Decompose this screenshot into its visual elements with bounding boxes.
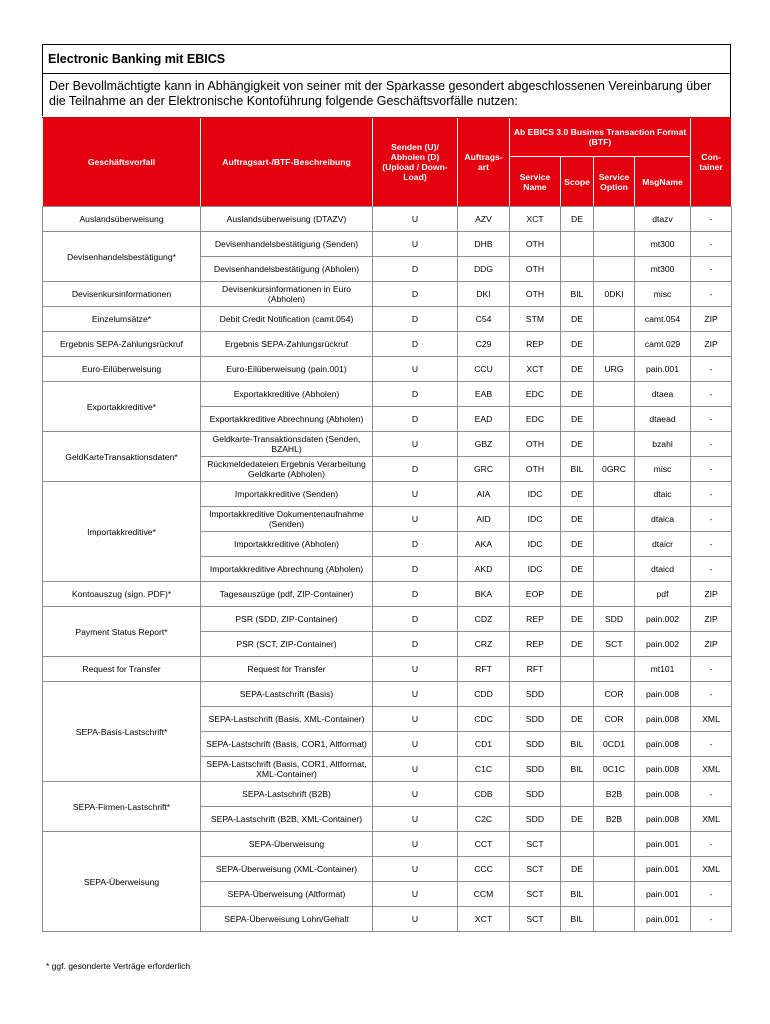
cell-scope: DE [561, 807, 594, 832]
intro-text: Der Bevollmächtigte kann in Abhängigkeit von seiner mit der Sparkasse gesondert abgeschlossenen Vereinbarung über die Teilnahme an der Elektronische Kontoführung folgende Geschäftsvorfälle nutzen: [49, 79, 712, 108]
cell-upload-download: D [373, 557, 458, 582]
cell-description: Tagesauszüge (pdf, ZIP-Container) [201, 582, 373, 607]
cell-description: SEPA-Lastschrift (B2B) [201, 782, 373, 807]
cell-auftragsart: CRZ [458, 632, 510, 657]
cell-service-option [594, 382, 635, 407]
cell-geschaeftsvorfall: Importakkreditive* [43, 482, 201, 582]
cell-scope: DE [561, 332, 594, 357]
cell-description: Debit Credit Notification (camt.054) [201, 307, 373, 332]
header-auftragsart: Auftrags-art [458, 117, 510, 207]
cell-service-option [594, 907, 635, 932]
cell-auftragsart: CDD [458, 682, 510, 707]
cell-container: - [691, 357, 732, 382]
cell-container: - [691, 732, 732, 757]
cell-upload-download: D [373, 332, 458, 357]
cell-upload-download: D [373, 457, 458, 482]
cell-upload-download: U [373, 657, 458, 682]
cell-container: ZIP [691, 582, 732, 607]
cell-geschaeftsvorfall: SEPA-Überweisung [43, 832, 201, 932]
cell-description: Devisenhandelsbestätigung (Senden) [201, 232, 373, 257]
cell-service-name: REP [510, 607, 561, 632]
cell-service-option [594, 832, 635, 857]
footnote: * ggf. gesonderte Verträge erforderlich [46, 961, 191, 971]
page-title: Electronic Banking mit EBICS [43, 45, 730, 74]
cell-auftragsart: EAD [458, 407, 510, 432]
cell-container: - [691, 407, 732, 432]
cell-geschaeftsvorfall: Euro-Eilüberweisung [43, 357, 201, 382]
cell-msg-name: dtaead [635, 407, 691, 432]
cell-service-option [594, 332, 635, 357]
cell-msg-name: bzahl [635, 432, 691, 457]
cell-auftragsart: DKI [458, 282, 510, 307]
cell-description: SEPA-Lastschrift (Basis, COR1, Altformat) [201, 732, 373, 757]
cell-service-name: OTH [510, 232, 561, 257]
table-row [43, 832, 732, 857]
cell-msg-name: camt.054 [635, 307, 691, 332]
cell-scope [561, 682, 594, 707]
cell-service-option [594, 482, 635, 507]
cell-service-name: SCT [510, 882, 561, 907]
cell-description: Euro-Eilüberweisung (pain.001) [201, 357, 373, 382]
cell-service-option [594, 307, 635, 332]
cell-auftragsart: GRC [458, 457, 510, 482]
cell-description: Exportakkreditive (Abholen) [201, 382, 373, 407]
cell-description: Importakkreditive (Abholen) [201, 532, 373, 557]
cell-service-option [594, 532, 635, 557]
cell-msg-name: pdf [635, 582, 691, 607]
cell-auftragsart: AKA [458, 532, 510, 557]
cell-service-name: SDD [510, 682, 561, 707]
cell-msg-name: dtazv [635, 207, 691, 232]
cell-upload-download: D [373, 532, 458, 557]
cell-scope: DE [561, 707, 594, 732]
cell-auftragsart: CD1 [458, 732, 510, 757]
cell-service-name: SDD [510, 782, 561, 807]
cell-description: SEPA-Lastschrift (B2B, XML-Container) [201, 807, 373, 832]
cell-scope [561, 657, 594, 682]
cell-description: Devisenhandelsbestätigung (Abholen) [201, 257, 373, 282]
cell-auftragsart: AKD [458, 557, 510, 582]
cell-description: SEPA-Überweisung [201, 832, 373, 857]
cell-description: Exportakkreditive Abrechnung (Abholen) [201, 407, 373, 432]
cell-msg-name: pain.008 [635, 757, 691, 782]
header-btf-group: Ab EBICS 3.0 Busines Transaction Format (BTF) [510, 117, 691, 157]
cell-auftragsart: BKA [458, 582, 510, 607]
cell-geschaeftsvorfall: SEPA-Basis-Lastschrift* [43, 682, 201, 782]
cell-msg-name: dtaea [635, 382, 691, 407]
cell-auftragsart: CDZ [458, 607, 510, 632]
cell-container: - [691, 432, 732, 457]
cell-service-option [594, 882, 635, 907]
cell-geschaeftsvorfall: Payment Status Report* [43, 607, 201, 657]
cell-geschaeftsvorfall: Exportakkreditive* [43, 382, 201, 432]
cell-description: SEPA-Lastschrift (Basis, COR1, Altformat, XML-Container) [201, 757, 373, 782]
cell-description: Ergebnis SEPA-Zahlungsrückruf [201, 332, 373, 357]
cell-upload-download: U [373, 757, 458, 782]
cell-description: Importakkreditive (Senden) [201, 482, 373, 507]
cell-geschaeftsvorfall: Devisenhandelsbestätigung* [43, 232, 201, 282]
cell-auftragsart: CCU [458, 357, 510, 382]
cell-container: - [691, 482, 732, 507]
cell-auftragsart: C2C [458, 807, 510, 832]
cell-description: Devisenkursinformationen in Euro (Abholen) [201, 282, 373, 307]
table-row [43, 282, 732, 307]
table-row [43, 382, 732, 407]
cell-upload-download: U [373, 907, 458, 932]
cell-service-option [594, 857, 635, 882]
cell-upload-download: D [373, 257, 458, 282]
cell-container: - [691, 907, 732, 932]
cell-msg-name: pain.001 [635, 857, 691, 882]
header-geschaeftsvorfall: Geschäftsvorfall [43, 117, 201, 207]
cell-auftragsart: RFT [458, 657, 510, 682]
cell-upload-download: D [373, 307, 458, 332]
cell-container: XML [691, 757, 732, 782]
header-scope: Scope [561, 157, 594, 207]
cell-upload-download: U [373, 232, 458, 257]
table-body [43, 207, 732, 932]
cell-auftragsart: AID [458, 507, 510, 532]
cell-service-name: REP [510, 332, 561, 357]
cell-upload-download: D [373, 582, 458, 607]
cell-description: PSR (SDD, ZIP-Container) [201, 607, 373, 632]
cell-service-option: COR [594, 707, 635, 732]
cell-msg-name: pain.002 [635, 632, 691, 657]
cell-container: XML [691, 857, 732, 882]
cell-upload-download: U [373, 482, 458, 507]
cell-service-option [594, 582, 635, 607]
cell-service-option [594, 657, 635, 682]
cell-scope: DE [561, 382, 594, 407]
header-msg-name: MsgName [635, 157, 691, 207]
cell-description: SEPA-Überweisung (Altformat) [201, 882, 373, 907]
cell-service-name: OTH [510, 432, 561, 457]
cell-upload-download: U [373, 207, 458, 232]
cell-scope: DE [561, 482, 594, 507]
cell-description: PSR (SCT, ZIP-Container) [201, 632, 373, 657]
cell-service-name: SCT [510, 832, 561, 857]
cell-service-name: OTH [510, 282, 561, 307]
table-row [43, 582, 732, 607]
cell-scope: BIL [561, 457, 594, 482]
cell-service-name: XCT [510, 207, 561, 232]
cell-service-name: OTH [510, 257, 561, 282]
cell-geschaeftsvorfall: Kontoauszug (sign. PDF)* [43, 582, 201, 607]
cell-scope: DE [561, 507, 594, 532]
cell-auftragsart: AZV [458, 207, 510, 232]
cell-upload-download: U [373, 732, 458, 757]
cell-description: SEPA-Lastschrift (Basis) [201, 682, 373, 707]
cell-description: Importakkreditive Dokumentenaufnahme (Senden) [201, 507, 373, 532]
cell-scope: BIL [561, 882, 594, 907]
cell-container: XML [691, 707, 732, 732]
cell-msg-name: pain.001 [635, 882, 691, 907]
cell-service-option [594, 407, 635, 432]
cell-service-name: EDC [510, 407, 561, 432]
cell-upload-download: U [373, 882, 458, 907]
cell-geschaeftsvorfall: Auslandsüberweisung [43, 207, 201, 232]
cell-scope [561, 232, 594, 257]
header-senden-abholen: Senden (U)/ Abholen (D) (Upload / Down-Load) [373, 117, 458, 207]
cell-scope: BIL [561, 757, 594, 782]
cell-description: SEPA-Überweisung Lohn/Gehalt [201, 907, 373, 932]
cell-container: - [691, 532, 732, 557]
cell-service-option: B2B [594, 782, 635, 807]
cell-scope: BIL [561, 732, 594, 757]
table-row [43, 232, 732, 257]
cell-service-option: SDD [594, 607, 635, 632]
table-row [43, 357, 732, 382]
cell-upload-download: D [373, 382, 458, 407]
header-beschreibung: Auftragsart-/BTF-Beschreibung [201, 117, 373, 207]
cell-upload-download: U [373, 707, 458, 732]
cell-service-option: 0CD1 [594, 732, 635, 757]
cell-auftragsart: DHB [458, 232, 510, 257]
cell-msg-name: pain.001 [635, 832, 691, 857]
cell-description: Request for Transfer [201, 657, 373, 682]
cell-msg-name: pain.001 [635, 357, 691, 382]
cell-service-name: IDC [510, 557, 561, 582]
cell-scope [561, 782, 594, 807]
cell-auftragsart: GBZ [458, 432, 510, 457]
cell-container: - [691, 557, 732, 582]
cell-scope: DE [561, 407, 594, 432]
cell-service-name: SDD [510, 732, 561, 757]
cell-service-option: SCT [594, 632, 635, 657]
cell-service-option: 0GRC [594, 457, 635, 482]
cell-description: Importakkreditive Abrechnung (Abholen) [201, 557, 373, 582]
cell-msg-name: pain.008 [635, 707, 691, 732]
cell-service-name: OTH [510, 457, 561, 482]
cell-container: - [691, 232, 732, 257]
cell-service-name: REP [510, 632, 561, 657]
cell-description: Auslandsüberweisung (DTAZV) [201, 207, 373, 232]
cell-container: ZIP [691, 332, 732, 357]
cell-scope: BIL [561, 907, 594, 932]
cell-auftragsart: CCC [458, 857, 510, 882]
cell-geschaeftsvorfall: Einzelumsätze* [43, 307, 201, 332]
cell-msg-name: dtaica [635, 507, 691, 532]
cell-msg-name: pain.002 [635, 607, 691, 632]
cell-msg-name: pain.008 [635, 682, 691, 707]
cell-upload-download: U [373, 782, 458, 807]
cell-scope: DE [561, 582, 594, 607]
cell-service-name: EOP [510, 582, 561, 607]
cell-msg-name: dtaicr [635, 532, 691, 557]
cell-msg-name: pain.008 [635, 807, 691, 832]
cell-container: - [691, 882, 732, 907]
cell-auftragsart: CCT [458, 832, 510, 857]
header-service-name: Service Name [510, 157, 561, 207]
cell-geschaeftsvorfall: Devisenkursinformationen [43, 282, 201, 307]
cell-service-option [594, 232, 635, 257]
cell-auftragsart: AIA [458, 482, 510, 507]
cell-scope [561, 832, 594, 857]
cell-container: - [691, 457, 732, 482]
cell-scope: DE [561, 432, 594, 457]
cell-service-name: SCT [510, 857, 561, 882]
cell-scope: DE [561, 532, 594, 557]
cell-container: ZIP [691, 632, 732, 657]
cell-scope: DE [561, 557, 594, 582]
cell-geschaeftsvorfall: GeldKarteTransaktionsdaten* [43, 432, 201, 482]
cell-geschaeftsvorfall: SEPA-Firmen-Lastschrift* [43, 782, 201, 832]
cell-service-name: IDC [510, 507, 561, 532]
cell-msg-name: pain.008 [635, 732, 691, 757]
table-row [43, 332, 732, 357]
cell-auftragsart: C1C [458, 757, 510, 782]
cell-auftragsart: DDG [458, 257, 510, 282]
cell-upload-download: U [373, 857, 458, 882]
cell-container: - [691, 282, 732, 307]
cell-container: - [691, 207, 732, 232]
cell-upload-download: U [373, 807, 458, 832]
transactions-table [42, 116, 732, 932]
cell-container: - [691, 682, 732, 707]
header-service-option: Service Option [594, 157, 635, 207]
cell-service-name: SDD [510, 807, 561, 832]
cell-msg-name: mt101 [635, 657, 691, 682]
table-row [43, 682, 732, 707]
cell-container: ZIP [691, 307, 732, 332]
cell-scope: DE [561, 207, 594, 232]
cell-msg-name: mt300 [635, 257, 691, 282]
cell-upload-download: U [373, 432, 458, 457]
cell-msg-name: pain.001 [635, 907, 691, 932]
cell-service-name: SDD [510, 757, 561, 782]
cell-auftragsart: EAB [458, 382, 510, 407]
cell-auftragsart: C29 [458, 332, 510, 357]
cell-container: ZIP [691, 607, 732, 632]
cell-msg-name: pain.008 [635, 782, 691, 807]
cell-scope: DE [561, 857, 594, 882]
table-row [43, 782, 732, 807]
cell-upload-download: D [373, 282, 458, 307]
cell-service-name: EDC [510, 382, 561, 407]
cell-auftragsart: CDB [458, 782, 510, 807]
cell-service-name: XCT [510, 357, 561, 382]
table-row [43, 207, 732, 232]
cell-service-name: SDD [510, 707, 561, 732]
cell-service-option: 0C1C [594, 757, 635, 782]
table-row [43, 432, 732, 457]
cell-scope: DE [561, 357, 594, 382]
cell-container: - [691, 782, 732, 807]
cell-upload-download: U [373, 682, 458, 707]
cell-geschaeftsvorfall: Ergebnis SEPA-Zahlungsrückruf [43, 332, 201, 357]
cell-service-name: IDC [510, 532, 561, 557]
header-container: Con-tainer [691, 117, 732, 207]
cell-service-name: SCT [510, 907, 561, 932]
cell-service-option: URG [594, 357, 635, 382]
cell-container: - [691, 657, 732, 682]
cell-description: Geldkarte-Transaktionsdaten (Senden, BZAHL) [201, 432, 373, 457]
cell-service-option [594, 507, 635, 532]
cell-container: - [691, 257, 732, 282]
table-row [43, 307, 732, 332]
cell-scope: DE [561, 632, 594, 657]
cell-description: SEPA-Überweisung (XML-Container) [201, 857, 373, 882]
cell-msg-name: dtaicd [635, 557, 691, 582]
cell-upload-download: D [373, 407, 458, 432]
cell-container: - [691, 832, 732, 857]
cell-service-name: IDC [510, 482, 561, 507]
cell-service-option: B2B [594, 807, 635, 832]
cell-service-name: RFT [510, 657, 561, 682]
cell-msg-name: misc [635, 457, 691, 482]
cell-auftragsart: C54 [458, 307, 510, 332]
cell-description: Rückmeldedateien Ergebnis Verarbeitung Geldkarte (Abholen) [201, 457, 373, 482]
cell-upload-download: U [373, 507, 458, 532]
cell-container: XML [691, 807, 732, 832]
cell-upload-download: U [373, 832, 458, 857]
table-row [43, 482, 732, 507]
table-row [43, 607, 732, 632]
cell-scope [561, 257, 594, 282]
cell-geschaeftsvorfall: Request for Transfer [43, 657, 201, 682]
cell-auftragsart: XCT [458, 907, 510, 932]
cell-auftragsart: CDC [458, 707, 510, 732]
cell-service-option [594, 432, 635, 457]
cell-container: - [691, 382, 732, 407]
cell-auftragsart: CCM [458, 882, 510, 907]
cell-scope: DE [561, 307, 594, 332]
cell-service-option: 0DKI [594, 282, 635, 307]
cell-msg-name: dtaic [635, 482, 691, 507]
cell-msg-name: mt300 [635, 232, 691, 257]
document-frame [42, 44, 731, 118]
cell-service-option [594, 207, 635, 232]
cell-upload-download: D [373, 632, 458, 657]
cell-description: SEPA-Lastschrift (Basis, XML-Container) [201, 707, 373, 732]
cell-service-option [594, 557, 635, 582]
cell-service-option [594, 257, 635, 282]
table-row [43, 657, 732, 682]
cell-msg-name: camt.029 [635, 332, 691, 357]
cell-scope: BIL [561, 282, 594, 307]
cell-service-option: COR [594, 682, 635, 707]
cell-service-name: STM [510, 307, 561, 332]
cell-upload-download: U [373, 357, 458, 382]
cell-container: - [691, 507, 732, 532]
cell-scope: DE [561, 607, 594, 632]
cell-upload-download: D [373, 607, 458, 632]
cell-msg-name: misc [635, 282, 691, 307]
